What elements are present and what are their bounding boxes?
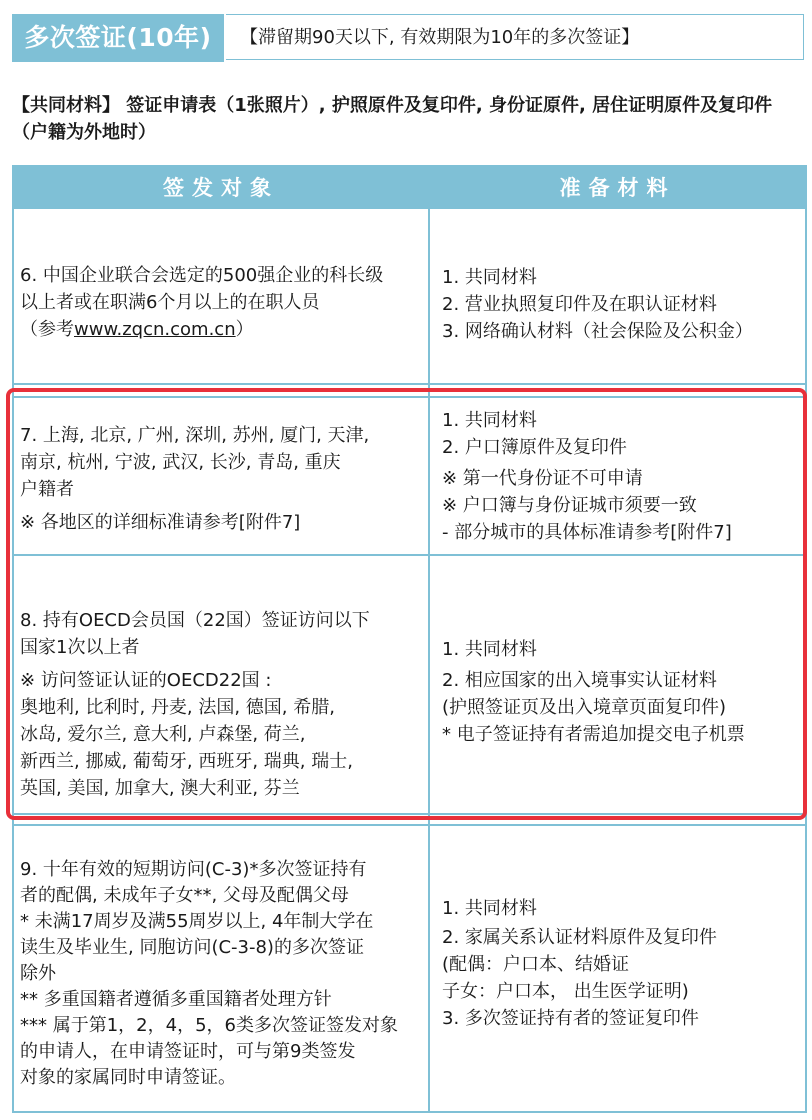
row-divider <box>14 554 805 556</box>
row-divider <box>14 824 805 826</box>
table-text: 2. 营业执照复印件及在职认证材料 <box>442 294 717 315</box>
row-9-materials <box>442 895 717 1032</box>
reference-link[interactable]: www.zqcn.com.cn <box>74 319 236 340</box>
common-materials-note: 【共同材料】 签证申请表（1张照片）, 护照原件及复印件, 身份证原件, 居住证明原件及复印件（户籍为外地时） <box>12 95 773 143</box>
table-text-with-link <box>20 316 383 343</box>
table-text: 奥地利, 比利时, 丹麦, 法国, 德国, 希腊, <box>20 697 335 718</box>
table-text: ） <box>235 319 254 340</box>
table-text: * 未满17周岁及满55周岁以上, 4年制大学在 <box>20 911 374 932</box>
row-divider <box>14 813 805 815</box>
table-text: 9. 十年有效的短期访问(C-3)*多次签证持有 <box>20 859 367 880</box>
page-title: 多次签证(10年) <box>12 14 224 62</box>
table-text: 子女：户口本， 出生医学证明) <box>442 981 689 1002</box>
table-text: ※ 户口簿与身份证城市须要一致 <box>442 495 697 516</box>
visa-description: 【滞留期90天以下, 有效期限为10年的多次签证】 <box>226 14 804 60</box>
table-text: （参考 <box>20 319 74 340</box>
table-text: 国家1次以上者 <box>20 637 140 658</box>
table-text: ※ 访问签证认证的OECD22国 : <box>20 670 272 691</box>
table-text: 英国, 美国, 加拿大, 澳大利亚, 芬兰 <box>20 778 300 799</box>
table-text: 3. 多次签证持有者的签证复印件 <box>442 1008 699 1029</box>
table-text: (配偶：户口本、结婚证 <box>442 954 630 975</box>
table-text: 1. 共同材料 <box>442 639 537 660</box>
table-text: ** 多重国籍者遵循多重国籍者处理方针 <box>20 989 332 1010</box>
column-header-target: 签发对象 <box>14 167 428 209</box>
table-text: * 电子签证持有者需追加提交电子机票 <box>442 724 745 745</box>
visa-table <box>12 165 807 1113</box>
row-8-materials <box>442 636 745 748</box>
table-text: 2. 相应国家的出入境事实认证材料 <box>442 670 717 691</box>
table-text: 1. 共同材料 <box>442 267 537 288</box>
table-text: 1. 共同材料 <box>442 898 537 919</box>
table-text: 除外 <box>20 963 56 984</box>
table-text: 读生及毕业生, 同胞访问(C-3-8)的多次签证 <box>20 937 364 958</box>
table-text: 的申请人，在申请签证时，可与第9类签发 <box>20 1041 356 1062</box>
table-text: 对象的家属同时申请签证。 <box>20 1067 236 1088</box>
table-text: 新西兰, 挪威, 葡萄牙, 西班牙, 瑞典, 瑞士, <box>20 751 353 772</box>
table-text: 南京, 杭州, 宁波, 武汉, 长沙, 青岛, 重庆 <box>20 452 341 473</box>
table-text: 1. 共同材料 <box>442 410 537 431</box>
table-text: 冰岛, 爱尔兰, 意大利, 卢森堡, 荷兰, <box>20 724 306 745</box>
row-6-target <box>20 262 383 343</box>
table-text: ※ 各地区的详细标准请参考[附件7] <box>20 512 301 533</box>
row-7-target <box>20 422 369 536</box>
column-divider <box>428 167 430 1111</box>
table-text: 2. 户口簿原件及复印件 <box>442 437 627 458</box>
table-text: 6. 中国企业联合会选定的500强企业的科长级 <box>20 265 384 286</box>
row-9-target <box>20 857 398 1091</box>
table-text: 户籍者 <box>20 479 74 500</box>
row-divider <box>14 383 805 385</box>
table-text: 3. 网络确认材料（社会保险及公积金） <box>442 321 753 342</box>
table-text: 8. 持有OECD会员国（22国）签证访问以下 <box>20 610 370 631</box>
row-6-materials <box>442 264 753 345</box>
column-header-materials: 准备材料 <box>430 167 805 209</box>
table-text: 7. 上海, 北京, 广州, 深圳, 苏州, 厦门, 天津, <box>20 425 370 446</box>
table-text: (护照签证页及出入境章页面复印件) <box>442 697 727 718</box>
table-text: 以上者或在职满6个月以上的在职人员 <box>20 292 320 313</box>
table-text: ※ 第一代身份证不可申请 <box>442 468 643 489</box>
table-text: 者的配偶, 未成年子女**, 父母及配偶父母 <box>20 885 349 906</box>
row-8-target <box>20 607 370 802</box>
table-text: *** 属于第1，2，4，5，6类多次签证签发对象 <box>20 1015 398 1036</box>
table-text: - 部分城市的具体标准请参考[附件7] <box>442 522 732 543</box>
row-7-materials <box>442 407 732 546</box>
row-divider <box>14 396 805 398</box>
table-text: 2. 家属关系认证材料原件及复印件 <box>442 927 717 948</box>
